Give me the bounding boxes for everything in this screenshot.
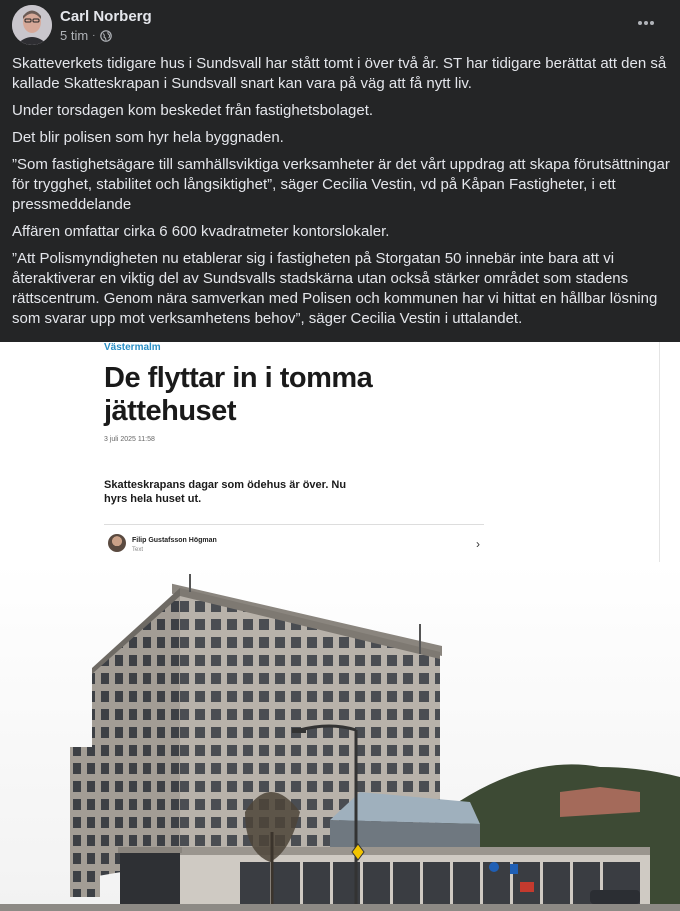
meta-separator: · bbox=[92, 30, 96, 41]
byline-role: Text bbox=[132, 547, 144, 553]
post-time[interactable]: 5 tim bbox=[60, 28, 89, 43]
byline-avatar bbox=[108, 534, 126, 552]
post-paragraph: Det blir polisen som hyr hela byggnaden. bbox=[12, 129, 284, 146]
post-text bbox=[12, 54, 670, 336]
post-paragraph: Under torsdagen kom beskedet från fastighetsbolaget. bbox=[12, 102, 374, 119]
post-image[interactable] bbox=[0, 342, 680, 911]
post-paragraph: Affären omfattar cirka 6 600 kvadratmeter kontorslokaler. bbox=[12, 223, 390, 240]
post-header bbox=[12, 5, 668, 45]
byline bbox=[104, 527, 484, 563]
facebook-post bbox=[0, 0, 680, 342]
globe-icon[interactable] bbox=[100, 30, 112, 42]
more-options-icon[interactable] bbox=[632, 11, 660, 35]
article-lead: Skatteskrapans dagar som ödehus är över. Nu hyrs hela huset ut. bbox=[104, 479, 347, 505]
post-paragraph: ”Som fastighetsägare till samhällsviktiga verksamheter är det vårt uppdrag att skapa förutsättningar för trygghet, stabilitet och långsiktighet”, säger Cecilia Vestin, vd på Kåpan Fastigheter, i ett pressmeddelande bbox=[12, 156, 670, 213]
chevron-right-icon: › bbox=[476, 537, 480, 551]
byline-name: Filip Gustafsson Högman bbox=[132, 537, 217, 544]
author-name[interactable]: Carl Norberg bbox=[60, 8, 152, 25]
post-paragraph: Skatteverkets tidigare hus i Sundsvall har stått tomt i över två år. ST har tidigare berättat att den så kallade Skatteskrapan i Sundsvall snart kan vara på väg att få nytt liv. bbox=[12, 55, 667, 92]
post-paragraph: ”Att Polismyndigheten nu etablerar sig i fastigheten på Storgatan 50 innebär inte bara att vi återaktiverar en viktig del av Sundsvalls stadskärna utan också stärker området som stadens rättscentrum. Genom nära samverkan med Polisen och kommunen har vi hittat en hållbar lösning som svarar upp mot verksamhetens behov”, säger Cecilia Vestin i uttalandet. bbox=[12, 250, 658, 327]
article-headline: De flyttar in i tomma jättehuset bbox=[104, 362, 373, 427]
avatar-image bbox=[12, 5, 52, 45]
building-photo bbox=[0, 562, 680, 911]
article-date: 3 juli 2025 11:58 bbox=[104, 436, 155, 443]
article-section: Västermalm bbox=[104, 342, 161, 353]
post-meta bbox=[60, 28, 112, 43]
divider bbox=[104, 524, 484, 525]
author-avatar[interactable] bbox=[12, 5, 52, 45]
